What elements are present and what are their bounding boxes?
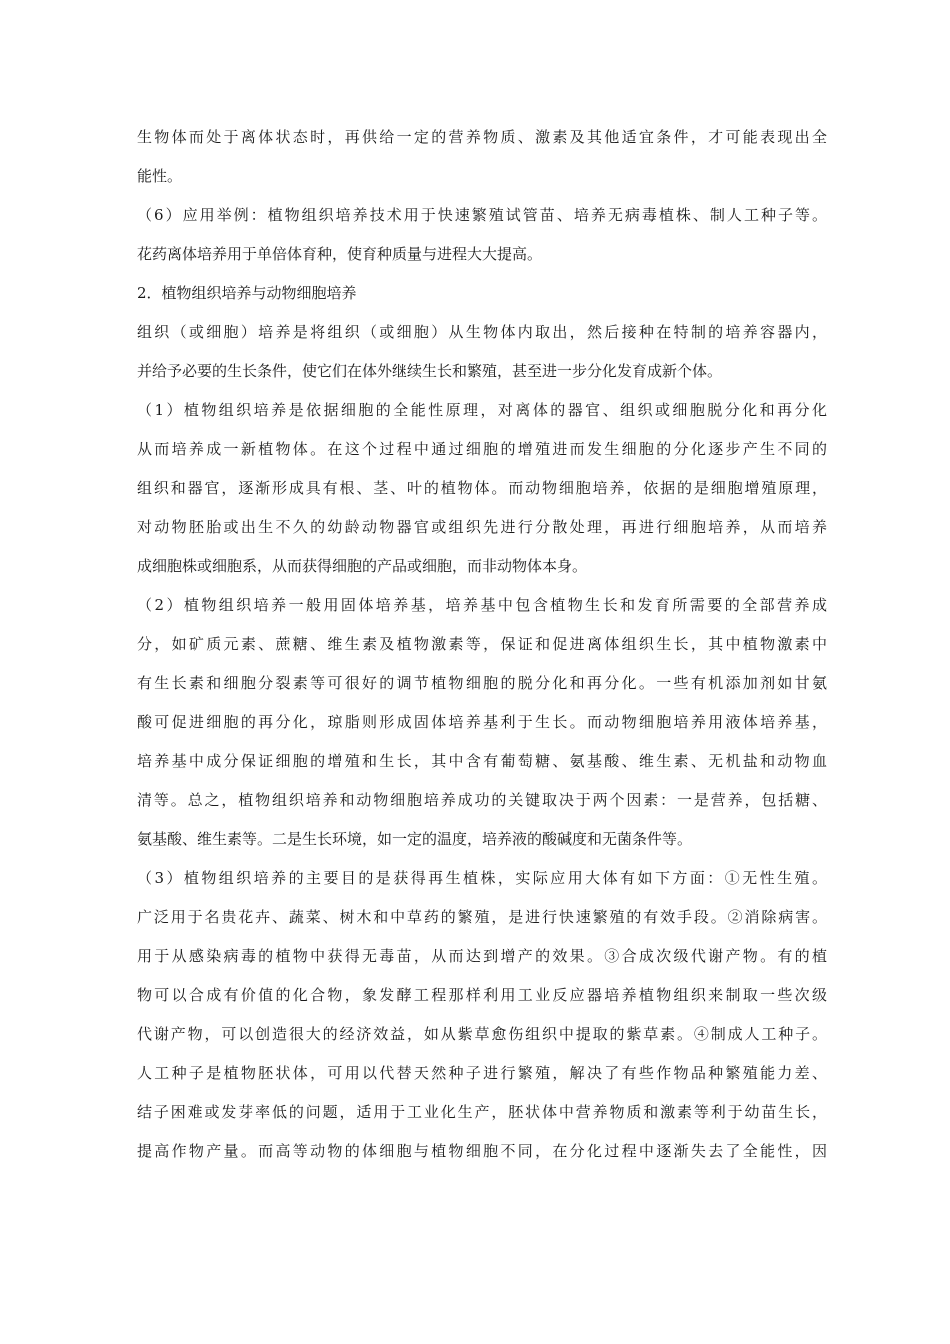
text-line: 分，如矿质元素、蔗糖、维生素及植物激素等，保证和促进离体组织生长，其中植物激素中 xyxy=(137,635,827,653)
text-line: 对动物胚胎或出生不久的幼龄动物器官或组织先进行分散处理，再进行细胞培养，从而培养 xyxy=(137,518,827,536)
text-line: （1）植物组织培养是依据细胞的全能性原理，对离体的器官、组织或细胞脱分化和再分化 xyxy=(137,401,827,419)
text-line: 从而培养成一新植物体。在这个过程中通过细胞的增殖进而发生细胞的分化逐步产生不同的 xyxy=(137,440,827,458)
section-heading: 2．植物组织培养与动物细胞培养 xyxy=(137,284,357,302)
text-line: 结子困难或发芽率低的问题，适用于工业化生产，胚状体中营养物质和激素等利于幼苗生长， xyxy=(137,1103,827,1121)
text-line: 代谢产物，可以创造很大的经济效益，如从紫草愈伤组织中提取的紫草素。④制成人工种子。 xyxy=(137,1025,827,1043)
text-line: 成细胞株或细胞系，从而获得细胞的产品或细胞，而非动物体本身。 xyxy=(137,557,588,575)
text-line: 物可以合成有价值的化合物，象发酵工程那样利用工业反应器培养植物组织来制取一些次级 xyxy=(137,986,827,1004)
text-line: 氨基酸、维生素等。二是生长环境，如一定的温度，培养液的酸碱度和无菌条件等。 xyxy=(137,830,693,848)
document-body xyxy=(137,118,827,1171)
text-line: （3）植物组织培养的主要目的是获得再生植株，实际应用大体有如下方面：①无性生殖。 xyxy=(137,869,827,887)
text-line: 有生长素和细胞分裂素等可很好的调节植物细胞的脱分化和再分化。一些有机添加剂如甘氨 xyxy=(137,674,827,692)
text-line: 人工种子是植物胚状体，可用以代替天然种子进行繁殖，解决了有些作物品种繁殖能力差、 xyxy=(137,1064,827,1082)
text-line: 酸可促进细胞的再分化，琼脂则形成固体培养基利于生长。而动物细胞培养用液体培养基， xyxy=(137,713,827,731)
text-line: 花药离体培养用于单倍体育种，使育种质量与进程大大提高。 xyxy=(137,245,543,263)
text-line: 能性。 xyxy=(137,167,183,185)
text-line: 组织和器官，逐渐形成具有根、茎、叶的植物体。而动物细胞培养，依据的是细胞增殖原理， xyxy=(137,479,827,497)
text-line: 并给予必要的生长条件，使它们在体外继续生长和繁殖，甚至进一步分化发育成新个体。 xyxy=(137,362,723,380)
text-line: 提高作物产量。而高等动物的体细胞与植物细胞不同，在分化过程中逐渐失去了全能性，因 xyxy=(137,1142,827,1160)
text-line: 清等。总之，植物组织培养和动物细胞培养成功的关键取决于两个因素：一是营养，包括糖、 xyxy=(137,791,827,809)
text-line: （6）应用举例：植物组织培养技术用于快速繁殖试管苗、培养无病毒植株、制人工种子等。 xyxy=(137,206,827,224)
text-line: 培养基中成分保证细胞的增殖和生长，其中含有葡萄糖、氨基酸、维生素、无机盐和动物血 xyxy=(137,752,827,770)
text-line: 生物体而处于离体状态时，再供给一定的营养物质、激素及其他适宜条件，才可能表现出全 xyxy=(137,128,827,146)
text-line: （2）植物组织培养一般用固体培养基，培养基中包含植物生长和发育所需要的全部营养成 xyxy=(137,596,827,614)
text-line: 广泛用于名贵花卉、蔬菜、树木和中草药的繁殖，是进行快速繁殖的有效手段。②消除病害。 xyxy=(137,908,827,926)
text-line: 用于从感染病毒的植物中获得无毒苗，从而达到增产的效果。③合成次级代谢产物。有的植 xyxy=(137,947,827,965)
text-line: 组织（或细胞）培养是将组织（或细胞）从生物体内取出，然后接种在特制的培养容器内， xyxy=(137,323,827,341)
